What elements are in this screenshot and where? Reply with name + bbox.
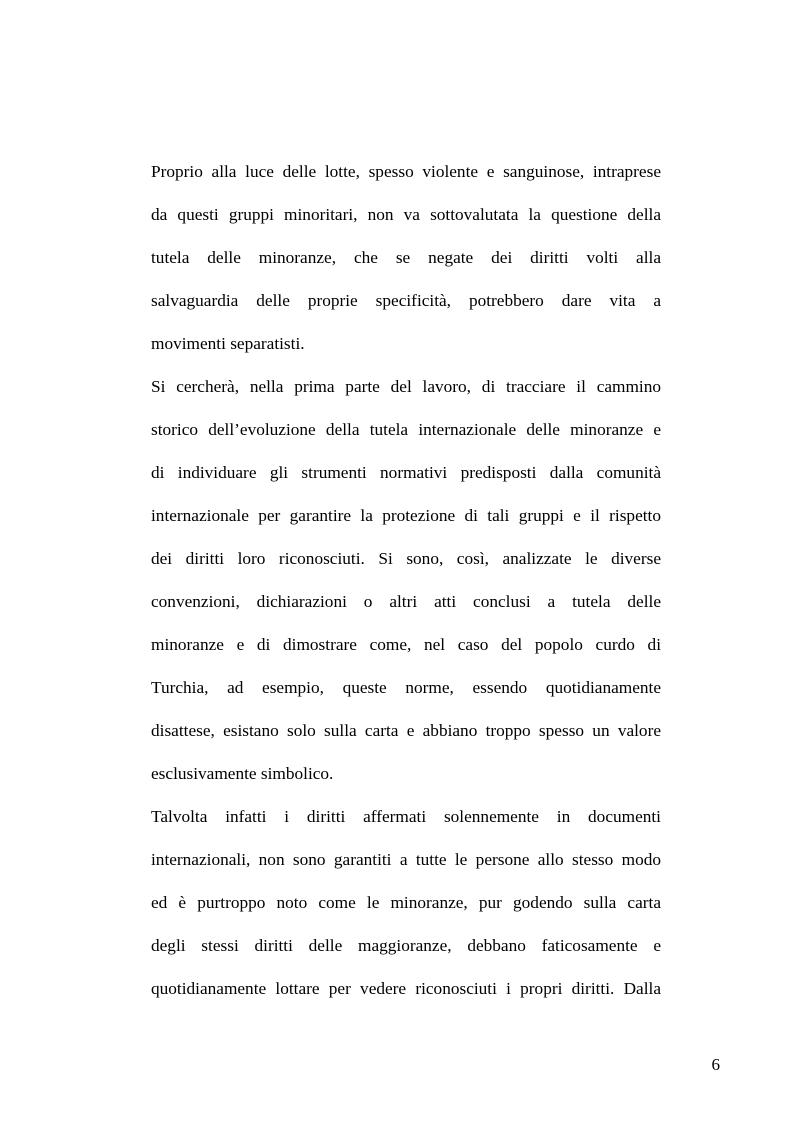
body-text <box>151 150 661 1010</box>
text-line: quotidianamente lottare per vedere riconosciuti i propri diritti. Dalla <box>151 979 661 998</box>
text-line: Turchia, ad esempio, queste norme, essendo quotidianamente <box>151 678 661 697</box>
text-line: internazionale per garantire la protezione di tali gruppi e il rispetto <box>151 506 661 525</box>
text-line: tutela delle minoranze, che se negate dei diritti volti alla <box>151 248 661 267</box>
text-line: Si cercherà, nella prima parte del lavoro, di tracciare il cammino <box>151 377 661 396</box>
text-line: dei diritti loro riconosciuti. Si sono, così, analizzate le diverse <box>151 549 661 568</box>
text-line: degli stessi diritti delle maggioranze, debbano faticosamente e <box>151 936 661 955</box>
text-line: minoranze e di dimostrare come, nel caso del popolo curdo di <box>151 635 661 654</box>
page-number: 6 <box>711 1055 720 1074</box>
text-line: Talvolta infatti i diritti affermati solennemente in documenti <box>151 807 661 826</box>
paragraph <box>151 150 661 365</box>
text-line: di individuare gli strumenti normativi predisposti dalla comunità <box>151 463 661 482</box>
text-line: Proprio alla luce delle lotte, spesso violente e sanguinose, intraprese <box>151 162 661 181</box>
text-line: disattese, esistano solo sulla carta e abbiano troppo spesso un valore <box>151 721 661 740</box>
text-line: esclusivamente simbolico. <box>151 764 334 783</box>
text-line: internazionali, non sono garantiti a tutte le persone allo stesso modo <box>151 850 661 869</box>
text-line: convenzioni, dichiarazioni o altri atti conclusi a tutela delle <box>151 592 661 611</box>
text-line: salvaguardia delle proprie specificità, potrebbero dare vita a <box>151 291 661 310</box>
paragraph <box>151 365 661 795</box>
text-line: movimenti separatisti. <box>151 334 305 353</box>
text-line: da questi gruppi minoritari, non va sottovalutata la questione della <box>151 205 661 224</box>
text-line: storico dell’evoluzione della tutela internazionale delle minoranze e <box>151 420 661 439</box>
paragraph <box>151 795 661 1010</box>
text-line: ed è purtroppo noto come le minoranze, pur godendo sulla carta <box>151 893 661 912</box>
